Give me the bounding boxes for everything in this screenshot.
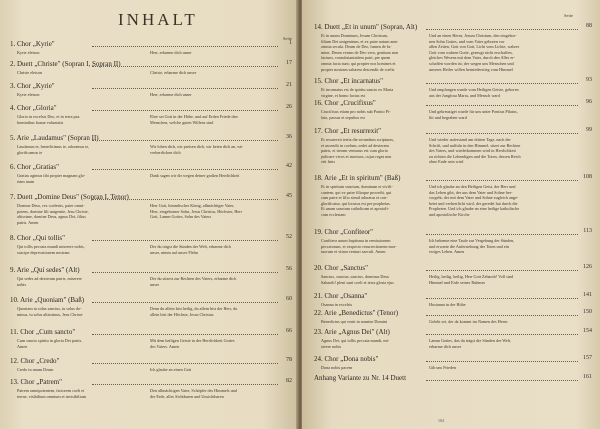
german-text: Ich glaube an einen Gott [150, 367, 192, 372]
entry-type: Chor [324, 127, 339, 135]
german-text: Hosianna in der Höhe [429, 302, 466, 307]
entry-type: Arie [324, 174, 337, 182]
entry-type: Chor [17, 163, 31, 171]
dotted-leader [92, 363, 278, 364]
entry-type: Arie [324, 328, 337, 336]
german-text: Ich bekenne eine Taufe zur Vergebung der Sünden, und erwarte die Auferstehung der Toten und ein ewiges Leben. Amen [429, 238, 515, 255]
entry-heading [10, 296, 84, 304]
toc-entry [10, 134, 292, 164]
german-text: Denn du allein bist heilig, du allein bist der Herr, du allein bist der Höchste, Jesus Christus [150, 306, 238, 317]
entry-page-number: 113 [583, 228, 592, 234]
entry-type: Anhang [314, 374, 337, 382]
entry-page-number: 60 [286, 296, 292, 302]
latin-text: Domine Deus, rex coelestis, pater omni- potens, domine fili unigenite, Jesu Christe, altissime, domine Deus, agnus Dei, filius patris. Amen [17, 203, 89, 225]
entry-title: „Et resurrexit" [340, 127, 382, 135]
latin-text: Kyrie eleison [17, 50, 40, 55]
entry-heading [314, 99, 376, 107]
entry-heading [314, 292, 367, 300]
german-text: Ehre sei Gott in der Höhe, und auf Erden Friede den Menschen, welche guten Willens sind [150, 114, 238, 125]
entry-title: „Kyrie" [32, 40, 55, 48]
german-text: Gib uns Frieden [429, 365, 456, 370]
entry-page-number: 56 [286, 266, 292, 272]
entry-page-number: 66 [286, 328, 292, 334]
left-page [0, 0, 298, 429]
latin-text: Crucifixus etiam pro nobis sub Pontio Pi- lato, passus et sepultus est [321, 109, 391, 120]
latin-text: Confiteor unum baptisma in remissionem peccatorum, et exspecto resurrectionem mor- tuorum et vitam venturi saeculi. Amen [321, 238, 397, 255]
toc-entry [10, 296, 292, 326]
entry-title: „Gratias" [32, 163, 59, 171]
latin-text: Et in unum Dominum, Jesum Christum, filium Dei unigenitum, et ex patre natum ante omnia secula. Deum de Deo, lumen de lu- mine, Deum verum de Deo vero, genitum non factum, consubstantialem patri, per quem omnia facta sunt; qui propter nos homines et propter nostram salutem descendit de coelis [321, 33, 399, 72]
entry-page-number: 36 [286, 134, 292, 140]
toc-entry [314, 23, 592, 72]
entry-title: „Agnus Dei" (Alt) [338, 328, 390, 336]
latin-text: Patrem omnipotentem, factorem coeli et terrae, visibilium omnium et invisibilium [17, 388, 86, 399]
folio-number: 104 [438, 418, 444, 423]
entry-heading [314, 355, 378, 363]
latin-text: Et in spiritum sanctum, dominum et vivifi- cantem, qui ex patre filioque procedit, qui cum patre et filio simul adoratur et con- glorificatur, qui locutus est per prophetas. Et unam sanctam catholicam et apostoli- cam ecclesiam [321, 184, 393, 217]
entry-title: „Kyrie" [32, 82, 55, 90]
german-text: Wir loben dich, wir preisen dich, wir beten dich an, wir verherrlichen dich [150, 144, 243, 155]
toc-entry [10, 328, 292, 358]
dotted-leader [426, 334, 578, 335]
dotted-leader [92, 302, 278, 303]
entry-title: „Cum sancto" [36, 328, 76, 336]
entry-title: „Qui tollis" [32, 234, 65, 242]
entry-type: Chor [17, 234, 31, 242]
entry-title: „Sanctus" [340, 264, 368, 272]
latin-text: Agnus Dei, qui tollis peccata mundi, mi- serere nobis [321, 338, 390, 349]
seite-label: Seite [283, 36, 292, 41]
entry-page-number: 42 [286, 163, 292, 169]
entry-number: 6. [10, 163, 16, 171]
dotted-leader [92, 240, 278, 241]
dotted-leader [92, 140, 278, 141]
entry-number: 12. [10, 357, 19, 365]
toc-entry [10, 266, 292, 296]
entry-page-number: 21 [286, 82, 292, 88]
latin-text: Laudamus te, benedicimus te, adoramus te, glorificamus te [17, 144, 90, 155]
entry-type: Chor [324, 99, 339, 107]
german-text: Mit dem heiligen Geiste in der Herrlichkeit Gottes des Vaters. Amen [150, 338, 235, 349]
toc-entry [10, 163, 292, 193]
entry-page-number: 45 [286, 193, 292, 199]
seite-label-right: Seite [564, 13, 573, 18]
entry-heading [10, 104, 57, 112]
entry-title: „Benedictus" (Tenor) [338, 309, 399, 317]
entry-number: 11. [10, 328, 19, 336]
entry-heading [10, 234, 65, 242]
dotted-leader [426, 83, 578, 84]
entry-page-number: 82 [286, 378, 292, 384]
dotted-leader [92, 66, 278, 67]
latin-text: Qui sedes ad dexteram patris, miserere nobis [17, 276, 82, 287]
german-text: Der du trägst die Sünden der Welt, erbarme dich unser, nimm auf unser Flehn [150, 244, 231, 255]
dotted-leader [426, 180, 578, 181]
entry-type: Chor [20, 378, 35, 386]
latin-text: Credo in unum Deum [17, 367, 54, 372]
entry-number: 10. [10, 296, 19, 304]
entry-page-number: 126 [583, 264, 592, 270]
toc-entry [10, 104, 292, 134]
entry-page-number: 93 [586, 77, 592, 83]
entry-heading [314, 23, 417, 31]
entry-title: Variante zu Nr. 14 Duett [337, 374, 407, 382]
latin-text: Christe eleison [17, 70, 43, 75]
entry-page-number: 154 [583, 328, 592, 334]
entry-heading [314, 264, 368, 272]
entry-number: 16. [314, 99, 323, 107]
entry-type: Arie [20, 296, 33, 304]
entry-type: Duett [17, 60, 33, 68]
entry-number: 8. [10, 234, 16, 242]
entry-title: „Et incarnatus" [340, 77, 383, 85]
dotted-leader [426, 29, 578, 30]
entry-page-number: 108 [583, 174, 592, 180]
toc-entry [10, 234, 292, 264]
german-text: Christe, erbarme dich unser [150, 70, 197, 75]
german-text: Dank sagen wir dir wegen deiner großen Herrlichkeit [150, 173, 240, 178]
entry-title: „Qui sedes" (Alt) [30, 266, 80, 274]
dotted-leader [92, 88, 278, 89]
entry-heading [314, 374, 406, 382]
entry-title: „Quoniam" (Baß) [34, 296, 85, 304]
latin-text: Et resurrexit tertia die secundum scripturas, et ascendit in coelum, sedet ad dexteram patris, et iterum venturus est cum gloria judicare vivos et mortuos, cujus regni non erit finis [321, 137, 395, 165]
latin-text: Cum sancto spiritu in gloria Dei patris. Amen [17, 338, 83, 349]
entry-heading [10, 357, 59, 365]
latin-text: Et incarnatus est de spiritu sancto ex Maria virgine, et homo factus est [321, 87, 394, 98]
page-title: INHALT [118, 10, 198, 29]
entry-heading [10, 266, 80, 274]
entry-title: „Osanna" [340, 292, 368, 300]
entry-title: „Credo" [36, 357, 60, 365]
german-text: Den allmächtigen Vater, Schöpfer des Himmels und der Erde, alles Sichtbaren und Unsichtbaren [150, 388, 237, 399]
entry-number: 2. [10, 60, 16, 68]
entry-page-number: 99 [586, 127, 592, 133]
entry-number: 17. [314, 127, 323, 135]
latin-text: Sanctus, sanctus, sanctus, dominus Deus Sabaoth! pleni sunt coeli et terra gloria ejus [321, 274, 394, 285]
entry-heading [314, 309, 398, 317]
dotted-leader [426, 270, 578, 271]
entry-type: Chor [324, 228, 339, 236]
latin-text: Benedictus qui venit in nomine Domini [321, 319, 388, 324]
entry-number: 4. [10, 104, 16, 112]
german-text: Herr Gott, himmlischer König, allmächtiger Vater, Herr, eingeborner Sohn, Jesus Christus, Höchster, Herr Gott, Lamm Gottes, Sohn des Vaters [150, 203, 243, 220]
dotted-leader [426, 298, 578, 299]
entry-heading [314, 127, 381, 135]
german-text: Herr, erbarme dich unser [150, 50, 192, 55]
entry-number: 9. [10, 266, 16, 274]
entry-heading [314, 328, 390, 336]
german-text: Gelobt sei, der da kommt im Namen des Herrn [429, 319, 508, 324]
dotted-leader [92, 110, 278, 111]
latin-text: Qui tollis peccata mundi miserere nobis, suscipe deprecationem nostram [17, 244, 85, 255]
entry-title: „Gloria" [32, 104, 57, 112]
entry-number: 13. [10, 378, 19, 386]
entry-number: 7. [10, 193, 16, 201]
dotted-leader [426, 105, 578, 106]
toc-entry [314, 328, 592, 358]
toc-entry [314, 264, 592, 294]
german-text: Und ich glaube an den Heiligen Geist, der Herr und das Leben gibt, der aus dem Vater und Sohne her- vorgeht, der mit dem Vater und Sohne zugleich ange- betet und verherrlicht wird, der geredet hat durch die Propheten. Und ich glaube an eine heilige katholische und apostolische Kirche [429, 184, 520, 217]
latin-text: Quoniam tu solus sanctus, tu solus do- minus, tu solus altissimus, Jesu Christe [17, 306, 83, 317]
entry-heading [10, 328, 75, 336]
dotted-leader [92, 169, 278, 170]
entry-title: „Et in unum" (Sopran, Alt) [341, 23, 418, 31]
entry-number: 3. [10, 82, 16, 90]
entry-page-number: 26 [286, 104, 292, 110]
right-page [302, 0, 600, 429]
entry-page-number: 157 [583, 355, 592, 361]
dotted-leader [92, 272, 278, 273]
latin-text: Kyrie eleison [17, 92, 40, 97]
german-text: Heilig, heilig, heilig, Herr Gott Zebaoth! Voll sind Himmel und Erde seines Ruhmes [429, 274, 514, 285]
entry-page-number: 78 [286, 357, 292, 363]
latin-text: Osanna in excelsis [321, 302, 353, 307]
dotted-leader [426, 315, 578, 316]
entry-number: 15. [314, 77, 323, 85]
entry-type: Chor [20, 357, 35, 365]
german-text: Und an einen Herrn, Jesum Christum, den eingebor- nen Sohn Gottes, und vom Vater geboren vor allen Zeiten, Gott von Gott, Licht vom Lichte, wahrer Gott vom wahren Gotte, gezeugt nicht erschaffen, gleiches Wesens mit dem Vater, durch den Alles er- schaffen worden ist; der wegen uns Menschen und unseres Heiles willen herniederstieg vom Himmel [429, 33, 520, 72]
toc-entry [314, 127, 592, 165]
entry-heading [314, 77, 383, 85]
german-text: Lamm Gottes, das du trägst die Sünden der Welt, erbarme dich unser [429, 338, 512, 349]
entry-type: Duett [324, 23, 341, 31]
entry-title: „Domine Deus" (Sopran I, Tenor) [34, 193, 129, 201]
entry-title: „Laudamus" (Sopran II) [30, 134, 99, 142]
entry-page-number: 150 [583, 309, 592, 315]
toc-entry [10, 378, 292, 408]
entry-type: Chor [17, 40, 31, 48]
entry-title: „Christe" (Sopran I, Sopran II) [34, 60, 121, 68]
entry-title: „Patrem" [36, 378, 63, 386]
entry-type: Chor [17, 82, 31, 90]
entry-title: „Dona nobis" [340, 355, 379, 363]
entry-number: 21. [314, 292, 323, 300]
dotted-leader [92, 46, 278, 47]
entry-number: 14. [314, 23, 323, 31]
dotted-leader [92, 334, 278, 335]
entry-type: Chor [20, 328, 35, 336]
toc-entry [314, 374, 592, 404]
entry-page-number: 141 [583, 292, 592, 298]
german-text: Herr, erbarme dich unser [150, 92, 192, 97]
entry-heading [10, 40, 55, 48]
german-text: Und gekreuziget wurde für uns unter Pontius Pilatus, litt und begraben ward [429, 109, 518, 120]
german-text: Und empfangen wurde vom Heiligen Geiste, geboren aus der Jungfrau Maria, und Mensch ward [429, 87, 519, 98]
entry-title: „Et in spiritum" (Baß) [338, 174, 401, 182]
entry-heading [314, 174, 400, 182]
entry-type: Duett [17, 193, 33, 201]
dotted-leader [426, 380, 578, 381]
dotted-leader [92, 199, 278, 200]
toc-entry [314, 228, 592, 258]
entry-page-number: 88 [586, 23, 592, 29]
dotted-leader [92, 384, 278, 385]
latin-text: Gloria in excelsis Deo, et in terra pax hominibus bonae voluntatis [17, 114, 80, 125]
entry-page-number: 1 [289, 40, 292, 46]
entry-number: 18. [314, 174, 323, 182]
entry-page-number: 52 [286, 234, 292, 240]
entry-type: Arie [16, 134, 30, 142]
entry-type: Chor [324, 77, 339, 85]
entry-heading [10, 378, 62, 386]
entry-page-number: 161 [583, 374, 592, 380]
latin-text: Gratias agimus tibi propter magnam glo- riam tuam [17, 173, 86, 184]
dotted-leader [426, 133, 578, 134]
entry-number: 23. [314, 328, 323, 336]
entry-number: 19. [314, 228, 323, 236]
entry-page-number: 17 [286, 60, 292, 66]
entry-number: 20. [314, 264, 323, 272]
toc-entry [10, 193, 292, 223]
entry-number: 5. [10, 134, 16, 142]
entry-type: Chor [324, 355, 339, 363]
entry-number: 22. [314, 309, 323, 317]
dotted-leader [426, 234, 578, 235]
entry-number: 1. [10, 40, 16, 48]
german-text: Der du sitzest zur Rechten des Vaters, erbarme dich unser [150, 276, 237, 287]
entry-number: 24. [314, 355, 323, 363]
entry-heading [10, 163, 59, 171]
entry-title: „Confiteor" [340, 228, 374, 236]
toc-entry [314, 174, 592, 217]
entry-heading [10, 82, 55, 90]
entry-heading [314, 228, 373, 236]
entry-page-number: 96 [586, 99, 592, 105]
entry-type: Chor [17, 104, 31, 112]
entry-title: „Crucifixus" [340, 99, 376, 107]
toc-entry [314, 99, 592, 129]
entry-type: Arie [324, 309, 337, 317]
entry-type: Arie [16, 266, 30, 274]
latin-text: Dona nobis pacem [321, 365, 353, 370]
entry-type: Chor [324, 264, 339, 272]
entry-heading [10, 134, 99, 142]
entry-type: Chor [324, 292, 339, 300]
german-text: Und wieder auferstand am dritten Tage, nach der Schrift, und auffuhr in den Himmel, sitzet zur Rechten des Vaters, und wiederkommen wird in Herrlichkeit zu richten die Lebendigen und die Toten, dessen Reich ohne Ende sein wird [429, 137, 521, 165]
dotted-leader [426, 361, 578, 362]
